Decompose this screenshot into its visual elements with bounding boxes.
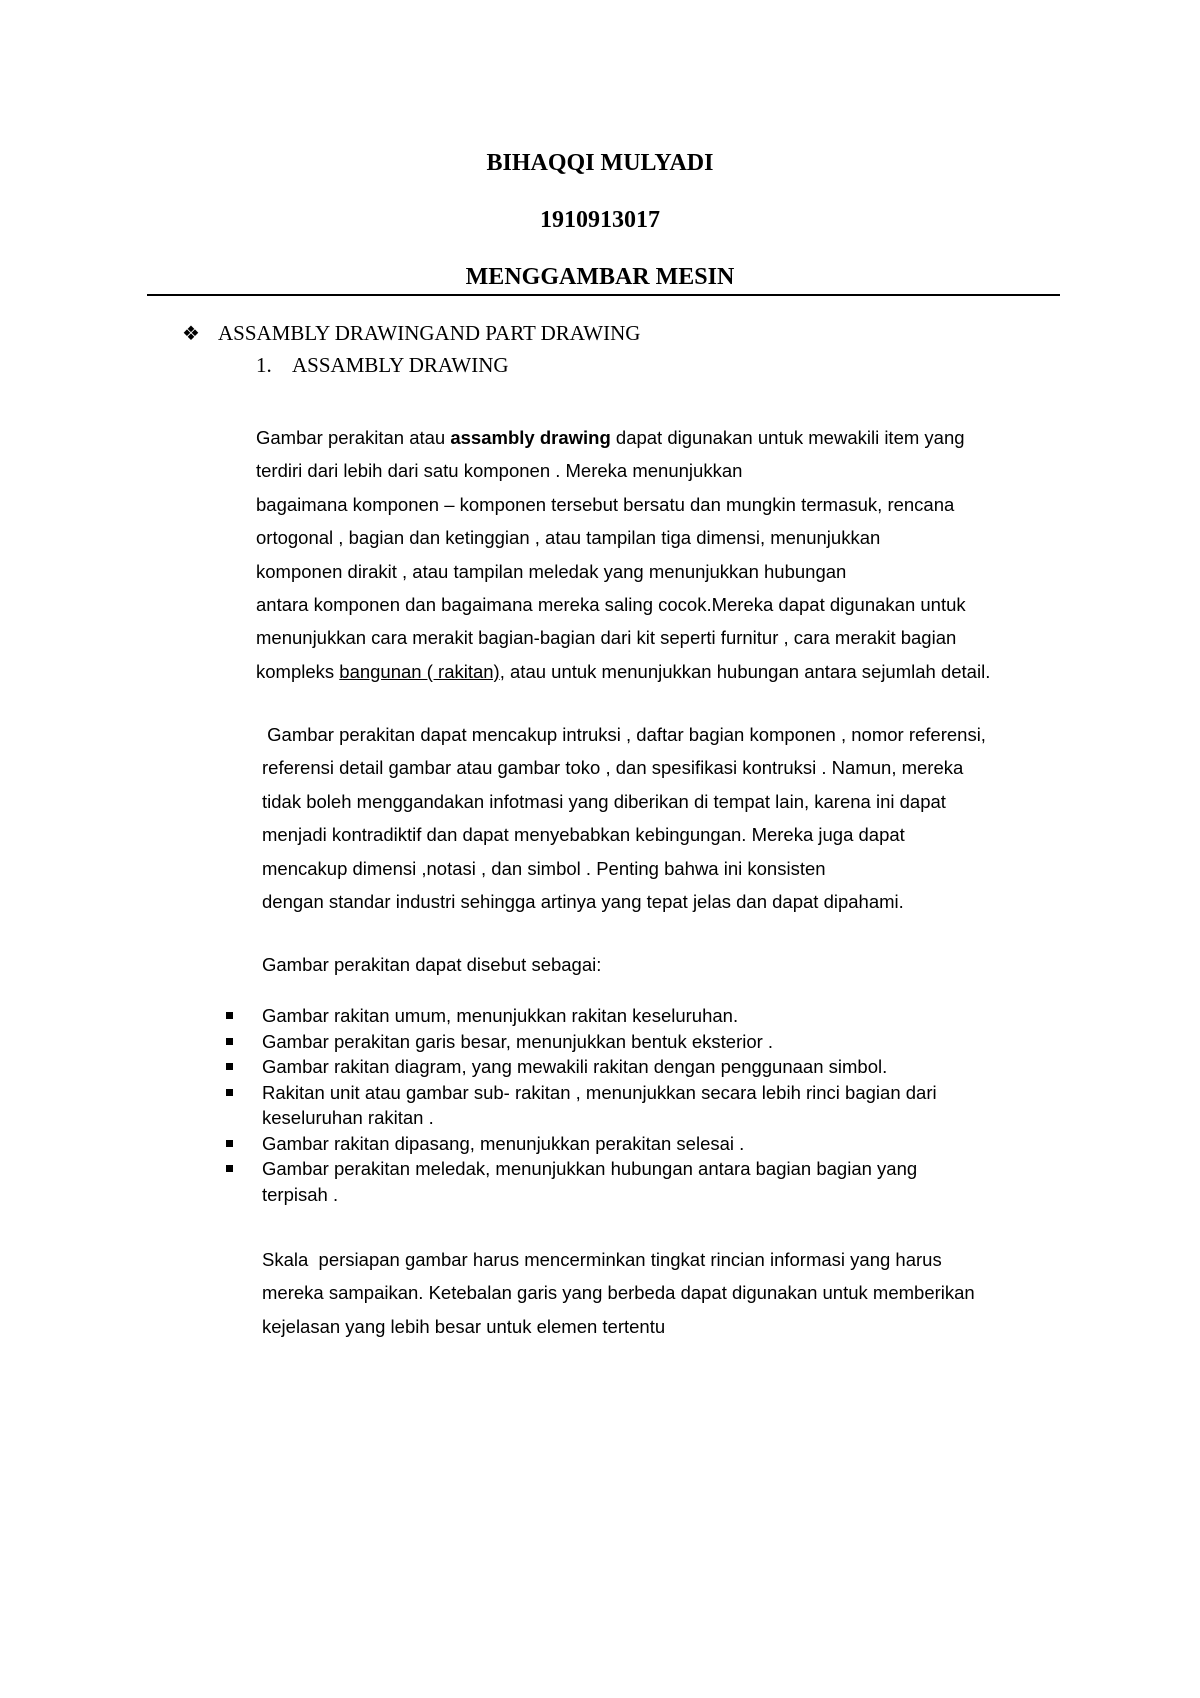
list-item: Gambar perakitan meledak, menunjukkan hubungan antara bagian bagian yang terpisah . — [222, 1156, 937, 1207]
diamond-bullet-icon: ❖ — [182, 323, 200, 345]
section-heading-text: ASSAMBLY DRAWINGAND PART DRAWING — [218, 321, 641, 345]
paragraph-4 — [262, 1243, 975, 1343]
paragraph-line: kompleks bangunan ( rakitan), atau untuk menunjukkan hubungan antara sejumlah detail. — [256, 660, 991, 682]
assembly-types-list — [222, 1003, 937, 1207]
list-item: Rakitan unit atau gambar sub- rakitan , menunjukkan secara lebih rinci bagian dari keseluruhan rakitan . — [222, 1080, 937, 1131]
paragraph-3 — [262, 948, 601, 981]
paragraph-line: referensi detail gambar atau gambar toko , dan spesifikasi kontruksi . Namun, mereka — [262, 757, 964, 779]
paragraph-line: komponen dirakit , atau tampilan meledak yang menunjukkan hubungan — [256, 560, 847, 582]
paragraph-2 — [262, 718, 986, 918]
paragraph-line: Gambar perakitan dapat mencakup intruksi , daftar bagian komponen , nomor referensi, — [262, 724, 986, 745]
course-title: MENGGAMBAR MESIN — [465, 264, 735, 290]
section-heading — [182, 321, 640, 346]
paragraph-line: Gambar perakitan atau assambly drawing dapat digunakan untuk mewakili item yang — [256, 427, 965, 448]
paragraph-line: tidak boleh menggandakan infotmasi yang diberikan di tempat lain, karena ini dapat — [262, 790, 946, 812]
author-name: BIHAQQI MULYADI — [486, 150, 714, 176]
square-bullet-icon — [226, 1038, 233, 1045]
student-id: 1910913017 — [540, 207, 660, 233]
bold-term: assambly drawing — [450, 427, 611, 448]
paragraph-line: bagaimana komponen – komponen tersebut bersatu dan mungkin termasuk, rencana — [256, 493, 955, 515]
paragraph-line: mereka sampaikan. Ketebalan garis yang berbeda dapat digunakan untuk memberikan — [262, 1282, 975, 1304]
list-item: Gambar rakitan dipasang, menunjukkan perakitan selesai . — [222, 1131, 937, 1157]
square-bullet-icon — [226, 1140, 233, 1147]
list-item: Gambar perakitan garis besar, menunjukkan bentuk eksterior . — [222, 1029, 937, 1055]
paragraph-line: mencakup dimensi ,notasi , dan simbol . Penting bahwa ini konsisten — [262, 857, 826, 879]
square-bullet-icon — [226, 1063, 233, 1070]
square-bullet-icon — [226, 1012, 233, 1019]
list-item: Gambar rakitan diagram, yang mewakili rakitan dengan penggunaan simbol. — [222, 1054, 937, 1080]
paragraph-line: menjadi kontradiktif dan dapat menyebabkan kebingungan. Mereka juga dapat — [262, 824, 905, 846]
underlined-term: bangunan ( rakitan) — [339, 660, 500, 682]
list-item: Gambar rakitan umum, menunjukkan rakitan keseluruhan. — [222, 1003, 937, 1029]
square-bullet-icon — [226, 1165, 233, 1172]
paragraph-line: antara komponen dan bagaimana mereka saling cocok.Mereka dapat digunakan untuk — [256, 594, 966, 616]
square-bullet-icon — [226, 1089, 233, 1096]
paragraph-line: dengan standar industri sehingga artinya yang tepat jelas dan dapat dipahami. — [262, 891, 904, 913]
paragraph-1 — [256, 421, 990, 688]
subsection-heading-text: ASSAMBLY DRAWING — [292, 353, 509, 377]
subsection-number: 1. — [256, 353, 272, 377]
subsection-heading — [256, 353, 509, 378]
paragraph-line: Gambar perakitan dapat disebut sebagai: — [262, 954, 602, 975]
paragraph-line: menunjukkan cara merakit bagian-bagian dari kit seperti furnitur , cara merakit bagian — [256, 627, 957, 649]
header-divider — [147, 294, 1060, 296]
paragraph-line: Skala persiapan gambar harus mencerminkan tingkat rincian informasi yang harus — [262, 1249, 942, 1270]
paragraph-line: kejelasan yang lebih besar untuk elemen tertentu — [262, 1315, 666, 1337]
paragraph-line: terdiri dari lebih dari satu komponen . Mereka menunjukkan — [256, 460, 743, 482]
paragraph-line: ortogonal , bagian dan ketinggian , atau tampilan tiga dimensi, menunjukkan — [256, 527, 881, 549]
